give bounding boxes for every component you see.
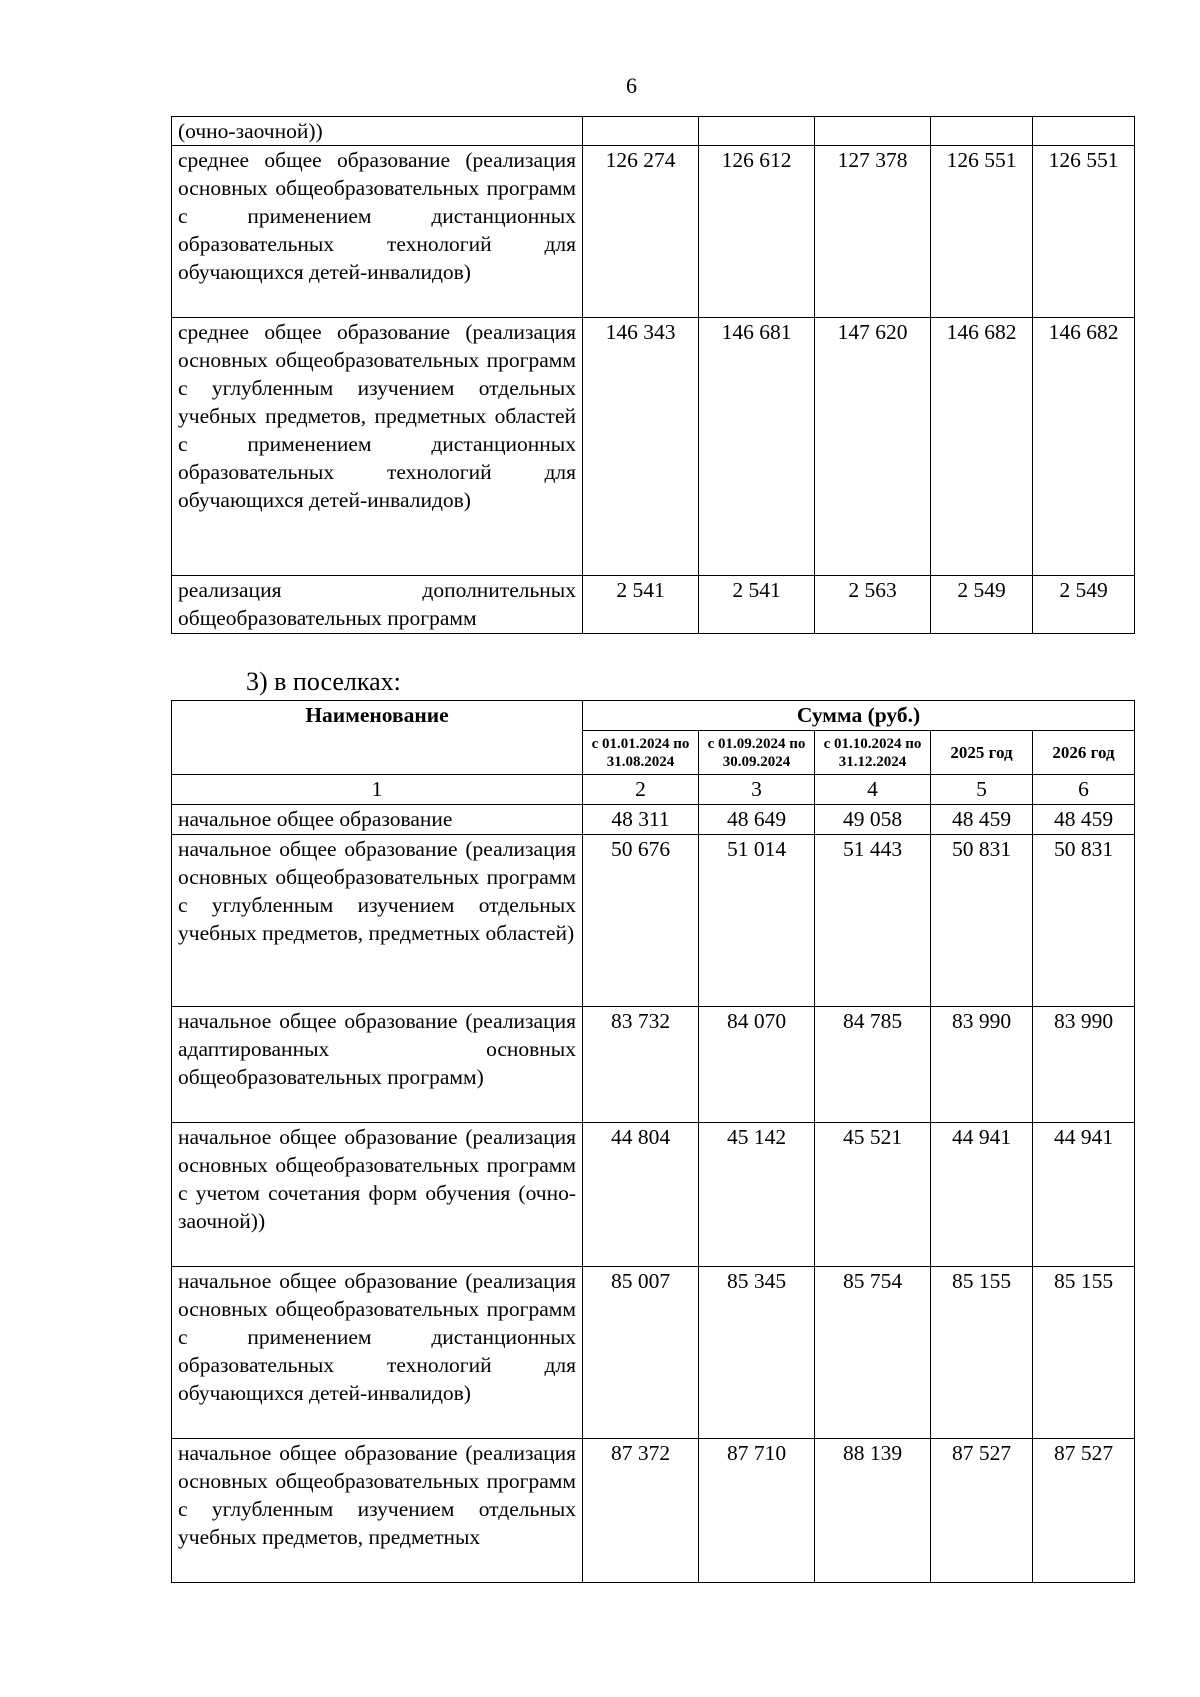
value-cell: 146 681 xyxy=(699,318,815,576)
row-name: начальное общее образование (реализация адаптированных основных общеобразовательных программ) xyxy=(172,1007,583,1123)
table-row xyxy=(172,1007,1135,1123)
value-cell: 127 378 xyxy=(815,146,931,318)
value-cell: 48 459 xyxy=(1033,805,1135,835)
row-name: среднее общее образование (реализация основных общеобразовательных программ с углубленным изучением отдельных учебных предметов, предметных областей с применением дистанционных образовательных технологий для обучающихся детей-инвалидов) xyxy=(172,318,583,576)
value-cell xyxy=(583,117,699,146)
column-number: 5 xyxy=(931,775,1033,805)
value-cell: 126 612 xyxy=(699,146,815,318)
header-period: с 01.01.2024 по 31.08.2024 xyxy=(583,731,699,775)
value-cell: 146 343 xyxy=(583,318,699,576)
value-cell: 85 155 xyxy=(1033,1267,1135,1439)
table-row xyxy=(172,117,1135,146)
header-year: 2025 год xyxy=(931,731,1033,775)
row-name: начальное общее образование (реализация основных общеобразовательных программ с углубленным изучением отдельных учебных предметов, предметных xyxy=(172,1439,583,1583)
column-number: 2 xyxy=(583,775,699,805)
value-cell: 146 682 xyxy=(1033,318,1135,576)
column-number: 1 xyxy=(172,775,583,805)
value-cell xyxy=(931,117,1033,146)
value-cell: 146 682 xyxy=(931,318,1033,576)
table-row xyxy=(172,146,1135,318)
page-number: 6 xyxy=(626,73,637,98)
table-row xyxy=(172,1267,1135,1439)
value-cell: 49 058 xyxy=(815,805,931,835)
value-cell: 126 551 xyxy=(931,146,1033,318)
header-year: 2026 год xyxy=(1033,731,1135,775)
row-name: (очно-заочной)) xyxy=(172,117,583,146)
table-row xyxy=(172,835,1135,1007)
value-cell: 50 831 xyxy=(1033,835,1135,1007)
value-cell: 50 676 xyxy=(583,835,699,1007)
value-cell: 2 549 xyxy=(931,576,1033,634)
column-number-row xyxy=(172,775,1135,805)
value-cell: 2 541 xyxy=(583,576,699,634)
value-cell: 87 372 xyxy=(583,1439,699,1583)
value-cell: 44 941 xyxy=(931,1123,1033,1267)
value-cell: 88 139 xyxy=(815,1439,931,1583)
value-cell: 126 551 xyxy=(1033,146,1135,318)
value-cell: 50 831 xyxy=(931,835,1033,1007)
value-cell: 45 521 xyxy=(815,1123,931,1267)
row-name: начальное общее образование (реализация основных общеобразовательных программ с применением дистанционных образовательных технологий для обучающихся детей-инвалидов) xyxy=(172,1267,583,1439)
value-cell: 83 990 xyxy=(931,1007,1033,1123)
value-cell: 84 785 xyxy=(815,1007,931,1123)
value-cell: 85 007 xyxy=(583,1267,699,1439)
section-heading: 3) в поселках: xyxy=(246,667,401,696)
value-cell: 83 990 xyxy=(1033,1007,1135,1123)
table-row xyxy=(172,1123,1135,1267)
header-period: с 01.10.2024 по 31.12.2024 xyxy=(815,731,931,775)
value-cell: 85 345 xyxy=(699,1267,815,1439)
header-period: с 01.09.2024 по 30.09.2024 xyxy=(699,731,815,775)
value-cell: 44 941 xyxy=(1033,1123,1135,1267)
value-cell: 2 549 xyxy=(1033,576,1135,634)
value-cell: 87 527 xyxy=(931,1439,1033,1583)
value-cell: 48 459 xyxy=(931,805,1033,835)
value-cell: 45 142 xyxy=(699,1123,815,1267)
column-number: 6 xyxy=(1033,775,1135,805)
value-cell: 84 070 xyxy=(699,1007,815,1123)
row-name: начальное общее образование (реализация основных общеобразовательных программ с углубленным изучением отдельных учебных предметов, предметных областей) xyxy=(172,835,583,1007)
value-cell: 48 649 xyxy=(699,805,815,835)
value-cell: 83 732 xyxy=(583,1007,699,1123)
value-cell: 2 563 xyxy=(815,576,931,634)
column-number: 3 xyxy=(699,775,815,805)
header-sum: Сумма (руб.) xyxy=(583,701,1135,731)
table-row xyxy=(172,805,1135,835)
value-cell: 147 620 xyxy=(815,318,931,576)
value-cell: 51 443 xyxy=(815,835,931,1007)
value-cell: 48 311 xyxy=(583,805,699,835)
value-cell: 87 710 xyxy=(699,1439,815,1583)
table-row xyxy=(172,318,1135,576)
value-cell: 87 527 xyxy=(1033,1439,1135,1583)
value-cell: 85 155 xyxy=(931,1267,1033,1439)
settlements-table xyxy=(171,700,1135,1583)
row-name: реализация дополнительных общеобразовательных программ xyxy=(172,576,583,634)
row-name: начальное общее образование xyxy=(172,805,583,835)
row-name: среднее общее образование (реализация основных общеобразовательных программ с применением дистанционных образовательных технологий для обучающихся детей-инвалидов) xyxy=(172,146,583,318)
column-number: 4 xyxy=(815,775,931,805)
value-cell: 2 541 xyxy=(699,576,815,634)
row-name: начальное общее образование (реализация основных общеобразовательных программ с учетом сочетания форм обучения (очно-заочной)) xyxy=(172,1123,583,1267)
value-cell xyxy=(815,117,931,146)
value-cell xyxy=(1033,117,1135,146)
header-name: Наименование xyxy=(172,701,583,775)
value-cell: 51 014 xyxy=(699,835,815,1007)
value-cell: 44 804 xyxy=(583,1123,699,1267)
table-row xyxy=(172,1439,1135,1583)
table-row xyxy=(172,576,1135,634)
header-row xyxy=(172,701,1135,731)
value-cell: 85 754 xyxy=(815,1267,931,1439)
value-cell xyxy=(699,117,815,146)
value-cell: 126 274 xyxy=(583,146,699,318)
table-continued xyxy=(171,116,1135,634)
